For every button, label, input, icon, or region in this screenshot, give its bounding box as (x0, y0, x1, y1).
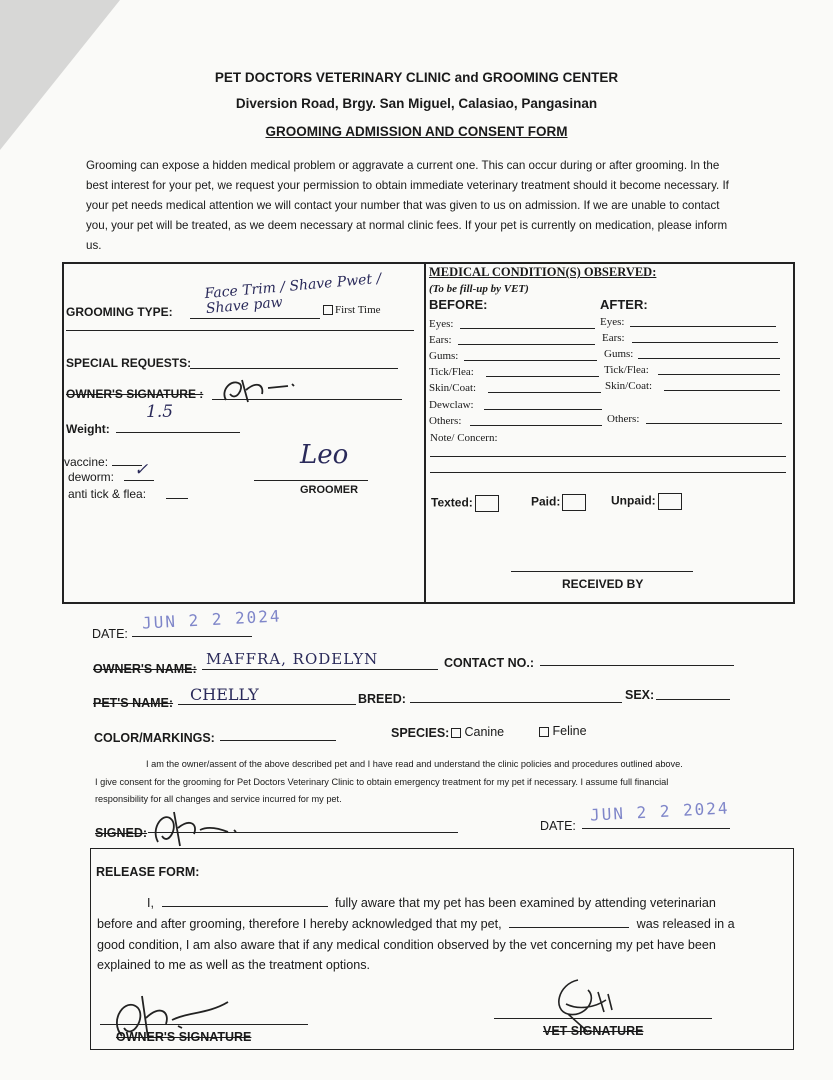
grooming-type-line-2 (66, 330, 414, 331)
unpaid-label: Unpaid: (611, 493, 656, 508)
release-pet-blank[interactable] (509, 915, 629, 928)
release-line-2 (97, 914, 797, 935)
paid-checkbox[interactable] (562, 494, 586, 511)
canine-option[interactable] (451, 725, 504, 739)
after-ears-field[interactable] (632, 328, 778, 343)
date-stamp: JUN 2 2 2024 (141, 606, 282, 633)
first-time-checkbox[interactable] (323, 305, 333, 315)
after-gums-label: Gums: (604, 348, 634, 360)
release-line-4: explained to me as well as the treatment options. (97, 958, 371, 972)
owner-name-value[interactable]: MAFFRA, RODELYN (206, 650, 379, 668)
owner-name-label: OWNER'S NAME: (93, 662, 197, 676)
weight-label: Weight: (66, 422, 110, 436)
after-eyes-label: Eyes: (600, 316, 625, 328)
release-vet-sig-label: VET SIGNATURE (543, 1024, 644, 1038)
before-ears-label: Ears: (429, 334, 452, 346)
owner-signature-scribble (218, 372, 308, 408)
before-eyes-label: Eyes: (429, 318, 454, 330)
date-line[interactable] (132, 636, 252, 637)
date-label: DATE: (92, 627, 128, 641)
feline-option[interactable] (539, 724, 587, 738)
first-time-label: First Time (335, 304, 381, 316)
signed-label: SIGNED: (95, 826, 148, 840)
note-line-1[interactable] (430, 456, 786, 457)
panel-divider (424, 264, 426, 602)
deworm-label: deworm: (68, 470, 115, 484)
release-owner-line[interactable] (100, 1024, 308, 1025)
grooming-type-value[interactable]: Face Trim / Shave Pwet / Shave paw (204, 270, 382, 318)
received-by-label: RECEIVED BY (562, 577, 644, 591)
before-tickflea-field[interactable] (486, 362, 599, 377)
release-line-3: good condition, I am also aware that if any medical condition observed by the vet concerning my pet have been (97, 938, 716, 952)
pet-name-label: PET'S NAME: (93, 696, 174, 710)
release-title: RELEASE FORM: (96, 865, 200, 879)
feline-checkbox[interactable] (539, 727, 549, 737)
before-ears-field[interactable] (458, 330, 595, 345)
after-tickflea-label: Tick/Flea: (604, 364, 649, 376)
consent-line-2: I give consent for the grooming for Pet Doctors Veterinary Clinic to obtain emergency treatment for my pet if necessary. I assume full financial (95, 777, 669, 787)
pet-name-line[interactable] (178, 704, 356, 705)
form-title: GROOMING ADMISSION AND CONSENT FORM (265, 124, 568, 139)
contact-label: CONTACT NO.: (444, 656, 535, 670)
medical-title: MEDICAL CONDITION(S) OBSERVED: (429, 265, 657, 279)
consent-date-label: DATE: (540, 819, 576, 833)
weight-field[interactable] (116, 418, 240, 433)
clinic-address: Diversion Road, Brgy. San Miguel, Calasiao, Pangasinan (235, 96, 598, 111)
release-line-1 (147, 893, 787, 914)
vaccine-label: vaccine: (64, 455, 109, 469)
owner-signature-label: OWNER'S SIGNATURE : (66, 387, 204, 401)
groomer-signature: Leo (300, 440, 349, 470)
feline-label: Feline (552, 724, 587, 738)
before-skincoat-field[interactable] (488, 378, 601, 393)
after-gums-field[interactable] (638, 344, 780, 359)
consent-line-3: responsibility for all changes and service incurred for my pet. (95, 794, 342, 804)
clinic-name: PET DOCTORS VETERINARY CLINIC and GROOMING CENTER (214, 70, 619, 85)
canine-checkbox[interactable] (451, 728, 461, 738)
texted-option[interactable] (431, 495, 499, 512)
after-skincoat-field[interactable] (664, 376, 780, 391)
unpaid-checkbox[interactable] (658, 493, 682, 510)
note-line-2[interactable] (430, 472, 786, 473)
release-owner-sig-label: OWNER'S SIGNATURE (116, 1030, 252, 1044)
note-concern-label: Note/ Concern: (430, 432, 498, 444)
after-eyes-field[interactable] (630, 312, 776, 327)
canine-label: Canine (464, 725, 505, 739)
intro-paragraph: Grooming can expose a hidden medical problem or aggravate a current one. This can occur during or after grooming. In the best interest for your pet, we request your permission to obtain immediate veterinary treatment should it become necessary. If your pet needs medical attention we will contact your number that was given to us on admission. If we are unable to contact you, your pet will be treated, as we deem necessary at normal clinic fees. If your pet is currently on medication, please inform us. (86, 159, 729, 252)
breed-line[interactable] (410, 702, 622, 703)
after-others-label: Others: (607, 413, 640, 425)
before-others-field[interactable] (470, 411, 602, 426)
release-vet-line[interactable] (494, 1018, 712, 1019)
consent-date-stamp: JUN 2 2 2024 (589, 798, 730, 825)
owner-name-line[interactable] (202, 669, 438, 670)
before-dewclaw-label: Dewclaw: (429, 399, 474, 411)
color-label: COLOR/MARKINGS: (94, 731, 215, 745)
consent-line-1: I am the owner/assent of the above described pet and I have read and understand the clinic policies and procedures outlined above. (146, 759, 683, 769)
after-ears-label: Ears: (602, 332, 625, 344)
before-tickflea-label: Tick/Flea: (429, 366, 474, 378)
after-tickflea-field[interactable] (658, 360, 780, 375)
texted-label: Texted: (431, 495, 473, 510)
after-skincoat-label: Skin/Coat: (605, 380, 653, 392)
sex-label: SEX: (625, 688, 655, 702)
release-line-2-end: was released in a (636, 917, 735, 931)
before-others-label: Others: (429, 415, 462, 427)
before-label: BEFORE: (429, 297, 488, 312)
release-name-blank[interactable] (162, 894, 328, 907)
sex-line[interactable] (656, 699, 730, 700)
color-line[interactable] (220, 740, 336, 741)
signed-signature-scribble (148, 806, 244, 852)
antitick-field[interactable] (166, 484, 188, 499)
signed-line[interactable] (148, 832, 458, 833)
special-requests-label: SPECIAL REQUESTS: (66, 356, 192, 370)
texted-checkbox[interactable] (475, 495, 499, 512)
medical-subtitle: (To be fill-up by VET) (429, 283, 529, 295)
after-others-field[interactable] (646, 409, 782, 424)
groomer-label: GROOMER (300, 484, 359, 496)
before-gums-label: Gums: (429, 350, 459, 362)
after-label: AFTER: (600, 297, 648, 312)
grooming-type-label: GROOMING TYPE: (66, 305, 173, 319)
release-i-label: I, (147, 896, 154, 910)
species-label: SPECIES: (391, 726, 450, 740)
before-eyes-field[interactable] (460, 314, 595, 329)
received-by-line[interactable] (511, 571, 693, 572)
release-line-1-text: fully aware that my pet has been examined by attending veterinarian (335, 896, 716, 910)
before-gums-field[interactable] (464, 346, 597, 361)
special-requests-field[interactable] (190, 354, 398, 369)
contact-line[interactable] (540, 665, 734, 666)
first-time-option[interactable] (323, 304, 381, 316)
paid-label: Paid: (531, 494, 561, 509)
weight-value[interactable]: 1.5 (146, 402, 174, 422)
release-line-2-text: before and after grooming, therefore I hereby acknowledged that my pet, (97, 917, 502, 931)
grooming-type-line (190, 304, 320, 319)
unpaid-option[interactable] (611, 493, 682, 510)
paid-option[interactable] (531, 494, 586, 511)
breed-label: BREED: (358, 692, 406, 706)
antitick-label: anti tick & flea: (68, 487, 147, 501)
deworm-check[interactable]: ✓ (134, 460, 149, 480)
consent-date-line[interactable] (582, 828, 730, 829)
pet-name-value[interactable]: CHELLY (190, 685, 259, 704)
before-dewclaw-field[interactable] (484, 395, 602, 410)
deworm-field[interactable] (124, 466, 154, 481)
before-skincoat-label: Skin/Coat: (429, 382, 477, 394)
groomer-line (254, 480, 368, 481)
